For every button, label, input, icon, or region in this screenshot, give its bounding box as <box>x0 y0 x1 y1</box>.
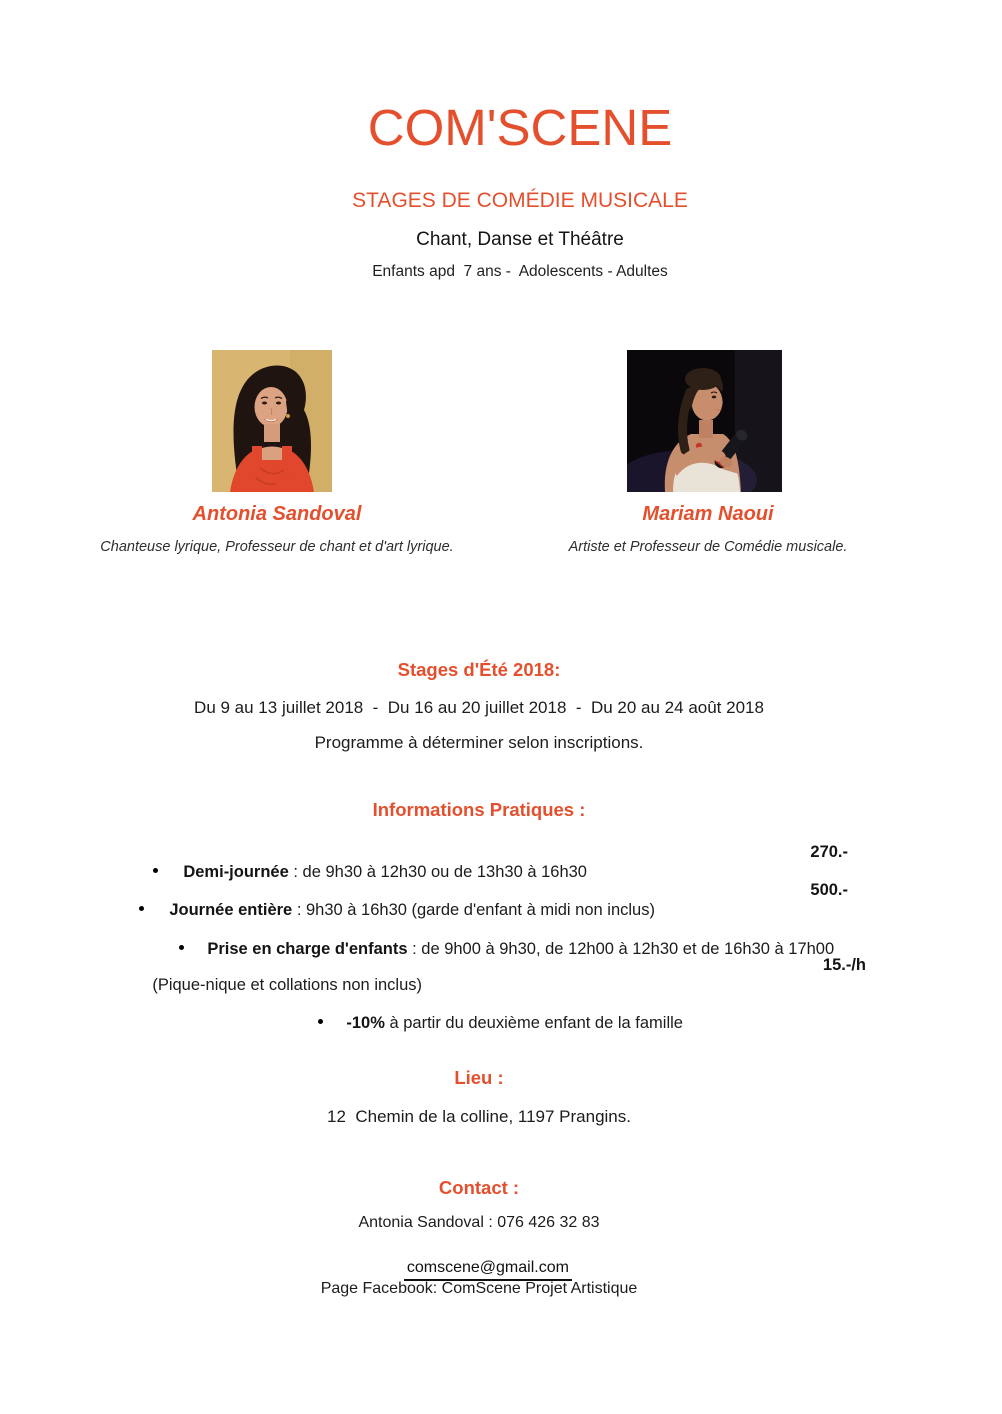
contact-phone-line: Antonia Sandoval : 076 426 32 83 <box>358 1214 600 1231</box>
contact-facebook-line: Page Facebook: ComScene Projet Artistique <box>320 1280 638 1297</box>
item-text: : de 9h00 à 9h30, de 12h00 à 12h30 et de 16h30 à 17h00 <box>407 939 835 958</box>
photo-mariam-naoui <box>627 350 782 492</box>
page-title: COM'SCENE <box>367 99 673 156</box>
instructor-caption-antonia: Chanteuse lyrique, Professeur de chant et d'art lyrique. <box>100 539 454 555</box>
item-text: à partir du deuxième enfant de la famille <box>384 1013 683 1032</box>
audience-line: Enfants apd 7 ans - Adolescents - Adultes <box>372 263 668 280</box>
tagline: Chant, Danse et Théâtre <box>416 229 624 250</box>
list-item-discount <box>300 994 683 1053</box>
price-full-day: 500.- <box>810 881 848 899</box>
info-heading: Informations Pratiques : <box>372 799 586 820</box>
contact-heading: Contact : <box>438 1177 520 1198</box>
summer-dates: Du 9 au 13 juillet 2018 - Du 16 au 20 juillet 2018 - Du 20 au 24 août 2018 <box>194 698 764 717</box>
bullet-icon <box>139 901 169 921</box>
summer-note: Programme à déterminer selon inscriptions. <box>314 733 644 752</box>
bullet-icon <box>318 1014 346 1034</box>
page-subtitle: STAGES DE COMÉDIE MUSICALE <box>352 189 688 212</box>
item-text: : 9h30 à 16h30 (garde d'enfant à midi non inclus) <box>292 900 655 919</box>
location-address: 12 Chemin de la colline, 1197 Prangins. <box>327 1107 631 1126</box>
bullet-icon <box>153 863 183 883</box>
item-text: : de 9h30 à 12h30 ou de 13h30 à 16h30 <box>288 862 587 881</box>
price-childcare-hourly: 15.-/h <box>822 956 866 974</box>
item-label: -10% <box>346 1013 385 1032</box>
email-link[interactable]: comscene@gmail.com <box>404 1260 572 1281</box>
photo-antonia-sandoval <box>212 350 332 492</box>
instructor-caption-mariam: Artiste et Professeur de Comédie musicale. <box>568 539 848 555</box>
note-text: (Pique-nique et collations non inclus) <box>152 975 422 994</box>
item-label: Demi-journée <box>183 862 289 881</box>
item-label: Journée entière <box>169 900 293 919</box>
instructor-name-mariam: Mariam Naoui <box>642 503 774 525</box>
price-half-day: 270.- <box>810 843 848 861</box>
instructor-name-antonia: Antonia Sandoval <box>192 503 362 525</box>
summer-heading: Stages d'Été 2018: <box>397 659 561 680</box>
location-heading: Lieu : <box>454 1067 504 1088</box>
item-label: Prise en charge d'enfants <box>207 939 408 958</box>
